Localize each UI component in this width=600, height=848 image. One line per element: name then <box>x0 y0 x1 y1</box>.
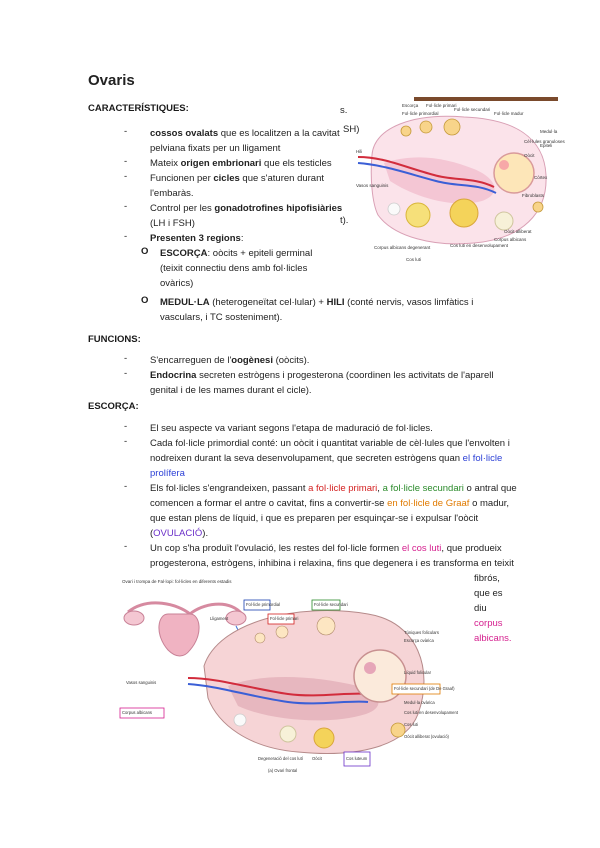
partial-text: s. <box>340 105 348 116</box>
primordial-follicle <box>255 633 265 643</box>
label-cortex-right: Còrtex <box>534 175 548 180</box>
bullet-dash: - <box>124 156 128 167</box>
partial-text: t). <box>340 215 349 226</box>
primordial-follicle <box>401 126 411 136</box>
bullet-dash: - <box>124 201 128 212</box>
label-secondary: Fol·licle secundari <box>314 602 348 607</box>
bullet-dash: - <box>124 353 128 364</box>
bullet-dash: - <box>124 481 128 492</box>
cortex-item: Els fol·licles s'engrandeixen, passant a fol·licle primari, a fol·licle secundari o antral que comencen a formar el antre o cavitat, fins a convertir-se en fol·licle de Graaf o madur, que estan plens de líquid, i que es preparen per esquinçar-se i expulsar l'oòcit (OVULACIÓ). <box>150 483 517 539</box>
ovary-small-left <box>124 611 144 625</box>
released-oocyte <box>533 202 543 212</box>
bullet-circle: O <box>141 295 149 306</box>
bullet-dash: - <box>124 368 128 379</box>
label-medulla: Medul·la ovàrica <box>404 700 435 705</box>
cortex-item-continuation: fibrós, que es diu corpus albicans. <box>474 573 512 644</box>
uterus <box>159 614 199 656</box>
corpus-albicans <box>495 212 513 230</box>
label-corpus-albicans: Corpus albicans <box>494 237 527 242</box>
cortex-item: Cada fol·licle primordial conté: un oòcit i quantitat variable de cèl·lules que l'envolten i nodreixen durant la seva desenvolupament, que secreten estrògens quan el fol·licle prolífera <box>150 438 510 479</box>
ovary-section-figure <box>354 97 565 275</box>
mature-follicle <box>494 153 534 193</box>
label-theca: Túniques foliculars <box>404 630 439 635</box>
figure-caption: Ovari i trompa de Fal·lopi: fol·licles en diferents estadis <box>122 579 232 584</box>
label-oocyte: Oòcit <box>524 153 535 158</box>
function-item: S'encarreguen de l'oogènesi (oòcits). <box>150 355 310 366</box>
bullet-circle: O <box>141 246 149 257</box>
cortex-item: El seu aspecte va variant segons l'etapa de maduració de fol·licles. <box>150 423 433 434</box>
characteristic-item: Presenten 3 regions: <box>150 233 244 244</box>
characteristic-item: cossos ovalats que es localitzen a la cavitat pelviana fixats per un lligament <box>150 128 340 154</box>
label-cortex: Escorça <box>402 103 419 108</box>
label-luteum-ovulat: Cos luti <box>404 722 418 727</box>
bullet-dash: - <box>124 436 128 447</box>
corpus-luteum <box>406 203 430 227</box>
label-graaf: Fol·licle secundari (de De Graaf) <box>394 686 455 691</box>
label-vessels: Vasos sanguinis <box>126 680 157 685</box>
label-corpus-luteum: Cos luteum <box>346 756 368 761</box>
label-primordial: Fol·licle primordial <box>246 602 280 607</box>
label-released-oocyte: Oòcit alliberat <box>504 229 532 234</box>
label-primary: Fol·licle primari <box>426 103 457 108</box>
label-vessels: Vasos sanguinis <box>356 183 389 188</box>
characteristic-item: Funcionen per cicles que s'aturen durant l'embaràs. <box>150 173 325 199</box>
label-primary: Fol·licle primari <box>270 616 299 621</box>
label-corpus-luteum-developing: Cos luti en desenvolupament <box>450 243 509 248</box>
function-item: Endocrina secreten estrògens i progesterona (coordinen les activitats de l'aparell genital i de les mames durant el cicle). <box>150 370 494 396</box>
figure-subcaption: (a) Ovari frontal <box>268 768 298 773</box>
corpus-luteum-developing <box>450 199 478 227</box>
label-cortex-ovary: Escorça ovàrica <box>404 638 434 643</box>
label-granulosa: Cèl·lules granuloses <box>524 139 565 144</box>
bullet-dash: - <box>124 171 128 182</box>
region-item-escorca: ESCORÇA: oòcits + epiteli germinal (teixit connectiu dens amb fol·licles ovàrics) <box>160 248 313 289</box>
label-corpus-luteum-dev: Cos luti en desenvolupament <box>404 710 459 715</box>
label-ligament: Lligament <box>210 616 229 621</box>
label-degeneration: Degeneració del cos lutí <box>258 756 303 761</box>
photo-strip <box>414 97 558 101</box>
page-title: Ovaris <box>88 72 135 89</box>
section-heading-funcions: FUNCIONS: <box>88 334 141 345</box>
secondary-follicle <box>444 119 460 135</box>
label-corpus-albicans-degenerating: Corpus albicans degenerant <box>374 245 431 250</box>
label-oocyte: Oòcit <box>312 756 322 761</box>
characteristic-item: Control per les gonadotrofines hipofisiàries (LH i FSH) <box>150 203 343 229</box>
oocyte <box>499 160 509 170</box>
primary-follicle <box>420 121 432 133</box>
label-corpus-albicans: Corpus albicans <box>122 710 153 715</box>
corpus-albicans <box>234 714 246 726</box>
label-primordial: Fol·licle primordial <box>402 111 439 116</box>
ovary-small-right <box>226 611 246 625</box>
label-fibroblasts: Fibroblasts <box>522 193 545 198</box>
cortex-item: Un cop s'ha produït l'ovulació, les restes del fol·licle formen el cos luti, que produeix progesterona, estrògens, inhibina i relaxina, fins que degenera i es transforma en teixit <box>150 543 514 569</box>
label-mature: Fol·licle madur <box>494 111 524 116</box>
label-medulla: Medul·la <box>540 129 558 134</box>
bullet-dash: - <box>124 421 128 432</box>
ovary-frontal-figure <box>118 574 470 776</box>
secondary-follicle <box>317 617 335 635</box>
degenerating-corpus-luteum <box>280 726 296 742</box>
region-item-medulla: MEDUL·LA (heterogeneïtat cel·lular) + HILI (conté nervis, vasos limfàtics i vasculars, i TC sosteniment). <box>160 297 474 323</box>
label-epithelium: Epiteli <box>540 143 553 148</box>
uterine-tubes <box>128 603 242 614</box>
label-follicular-fluid: Líquid folicular <box>404 670 432 675</box>
released-oocyte <box>391 723 405 737</box>
degenerating-corpus-albicans <box>388 203 400 215</box>
label-corpus-luteum: Cos luti <box>406 257 422 262</box>
section-heading-caracteristiques: CARACTERÍSTIQUES: <box>88 103 189 114</box>
partial-text: SH) <box>343 124 360 135</box>
section-heading-escorca: ESCORÇA: <box>88 401 139 412</box>
bullet-dash: - <box>124 231 128 242</box>
primary-follicle <box>276 626 288 638</box>
oocyte-graaf <box>364 662 376 674</box>
bullet-dash: - <box>124 541 128 552</box>
label-secondary: Fol·licle secundari <box>454 107 491 112</box>
label-released-oocyte: Oòcit alliberat (ovulació) <box>404 734 449 739</box>
characteristic-item: Mateix origen embrionari que els testicles <box>150 158 332 169</box>
corpus-luteum <box>314 728 334 748</box>
bullet-dash: - <box>124 126 128 137</box>
label-hilum: Hili <box>356 149 363 154</box>
